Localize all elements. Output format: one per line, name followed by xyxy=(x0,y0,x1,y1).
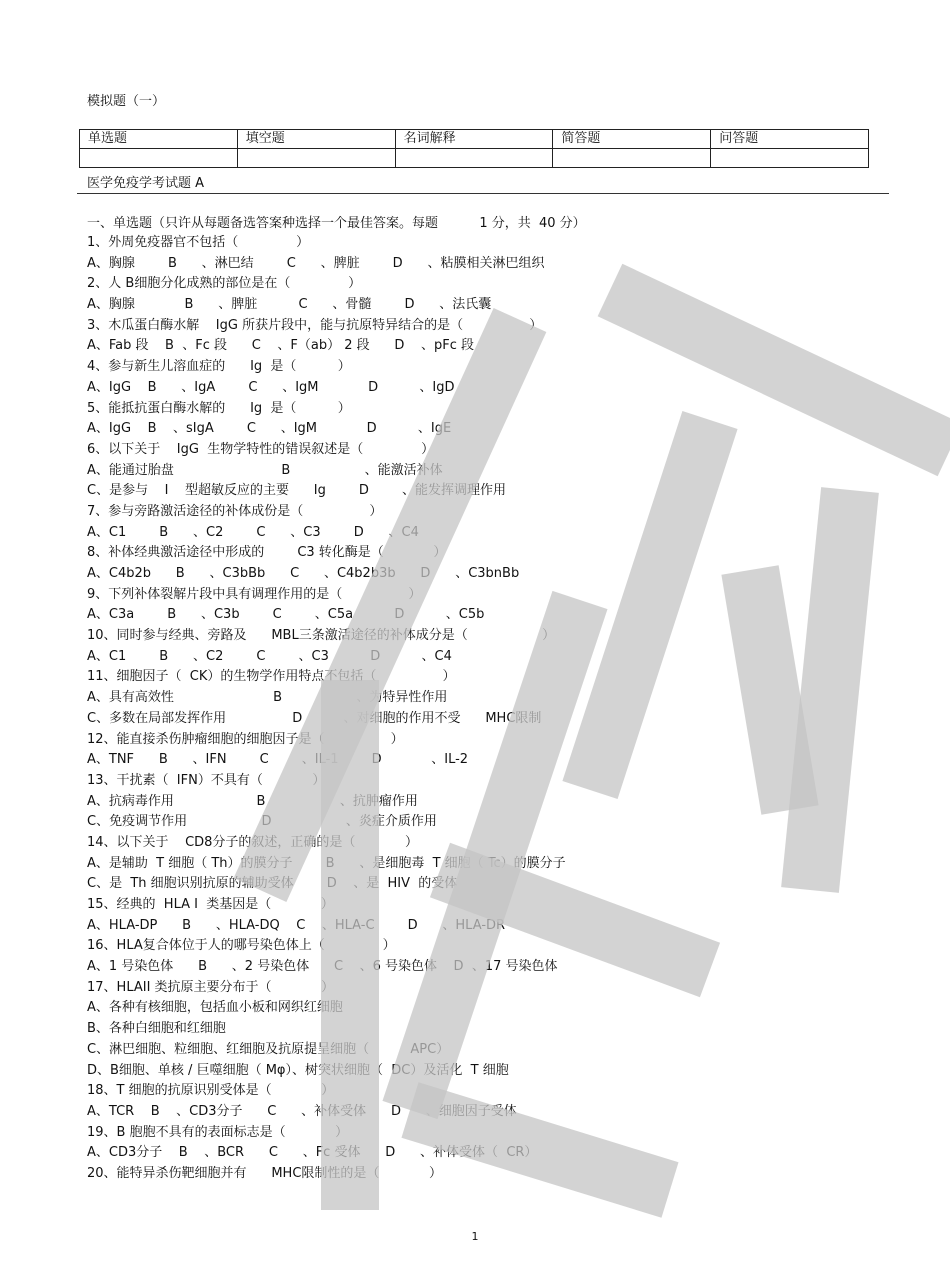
option-line: A、HLA-DP B 、HLA-DQ C 、HLA-C D 、HLA-DR xyxy=(87,917,506,933)
option-line: A、C1 B 、C2 C 、C3 D 、C4 xyxy=(87,648,452,664)
question-line: 7、参与旁路激活途径的补体成份是（ ） xyxy=(87,503,383,519)
option-line: A、C3a B 、C3b C 、C5a D 、C5b xyxy=(87,607,485,623)
question-line: 10、同时参与经典、旁路及 MBL三条激活途径的补体成分是（ ） xyxy=(87,628,556,644)
question-line: 12、能直接杀伤肿瘤细胞的细胞因子是（ ） xyxy=(87,731,404,747)
question-line: 17、HLAII 类抗原主要分布于（ ） xyxy=(87,979,335,995)
question-line: 4、参与新生儿溶血症的 Ig 是（ ） xyxy=(87,359,351,375)
page-number: 1 xyxy=(471,1230,479,1243)
exam-title: 医学免疫学考试题 A xyxy=(87,176,205,191)
score-cell xyxy=(237,149,395,168)
option-line: A、能通过胎盘 B 、能激活补体 xyxy=(87,462,443,478)
question-line: 19、B 胞胞不具有的表面标志是（ ） xyxy=(87,1124,349,1140)
score-cell xyxy=(80,149,238,168)
option-line: A、IgG B 、sIgA C 、IgM D 、IgE xyxy=(87,421,452,437)
score-col-short-answer: 简答题 xyxy=(553,130,711,149)
question-line: 5、能抵抗蛋白酶水解的 Ig 是（ ） xyxy=(87,400,351,416)
question-line: 2、人 B细胞分化成熟的部位是在（ ） xyxy=(87,276,362,292)
option-line: A、胸腺 B 、淋巴结 C 、脾脏 D 、粘膜相关淋巴组织 xyxy=(87,255,545,271)
page-title: 模拟题（一） xyxy=(87,94,166,109)
question-line: 6、以下关于 IgG 生物学特性的错误叙述是（ ） xyxy=(87,441,435,457)
score-table xyxy=(79,129,869,168)
question-line: 16、HLA复合体位于人的哪号染色体上（ ） xyxy=(87,938,396,954)
option-line: A、TCR B 、CD3分子 C 、补体受体 D 、细胞因子受体 xyxy=(87,1103,517,1119)
score-table-header-row xyxy=(80,130,869,149)
option-line: A、C1 B 、C2 C 、C3 D 、C4 xyxy=(87,524,419,540)
option-line: A、抗病毒作用 B 、抗肿瘤作用 xyxy=(87,793,418,809)
score-table-score-row xyxy=(80,149,869,168)
score-col-single-choice: 单选题 xyxy=(80,130,238,149)
question-line: 9、下列补体裂解片段中具有调理作用的是（ ） xyxy=(87,586,422,602)
score-col-essay: 问答题 xyxy=(711,130,869,149)
option-line: D、B细胞、单核 / 巨噬细胞（ Mφ）、树突状细胞（ DC）及活化 T 细胞 xyxy=(87,1062,509,1078)
question-line: 8、补体经典激活途径中形成的 C3 转化酶是（ ） xyxy=(87,545,447,561)
score-col-term-explanation: 名词解释 xyxy=(395,130,553,149)
score-cell xyxy=(711,149,869,168)
option-line: A、Fab 段 B 、Fc 段 C 、F（ab） 2 段 D 、pFc 段 xyxy=(87,338,474,354)
question-list xyxy=(87,233,877,1185)
option-line: B、各种白细胞和红细胞 xyxy=(87,1021,226,1037)
section-heading: 一、单选题（只许从每题备选答案种选择一个最佳答案。每题 1 分，共 40 分） xyxy=(87,216,586,231)
question-line: 11、细胞因子（ CK）的生物学作用特点不包括（ ） xyxy=(87,669,456,685)
question-line: 20、能特异杀伤靶细胞并有 MHC限制性的是（ ） xyxy=(87,1165,442,1181)
option-line: A、TNF B 、IFN C 、IL-1 D 、IL-2 xyxy=(87,752,469,768)
option-line: A、是辅助 T 细胞（ Th）的膜分子 B 、是细胞毒 T 细胞（ Tc）的膜分子 xyxy=(87,855,566,871)
option-line: A、具有高效性 B 、为特异性作用 xyxy=(87,690,448,706)
option-line: A、CD3分子 B 、BCR C 、Fc 受体 D 、补体受体（ CR） xyxy=(87,1145,538,1161)
option-line: C、是 Th 细胞识别抗原的辅助受体 D 、是 HIV 的受体 xyxy=(87,876,458,892)
question-line: 14、以下关于 CD8分子的叙述，正确的是（ ） xyxy=(87,834,419,850)
question-line: 18、T 细胞的抗原识别受体是（ ） xyxy=(87,1083,335,1099)
option-line: C、免疫调节作用 D 、炎症介质作用 xyxy=(87,814,437,830)
question-line: 3、木瓜蛋白酶水解 IgG 所获片段中，能与抗原特异结合的是（ ） xyxy=(87,317,543,333)
option-line: C、是参与 I 型超敏反应的主要 Ig D 、能发挥调理作用 xyxy=(87,483,506,499)
question-line: 15、经典的 HLA I 类基因是（ ） xyxy=(87,897,334,912)
option-line: C、多数在局部发挥作用 D 、对细胞的作用不受 MHC限制 xyxy=(87,710,542,726)
option-line: A、1 号染色体 B 、2 号染色体 C 、6 号染色体 D 、17 号染色体 xyxy=(87,959,558,975)
score-cell xyxy=(553,149,711,168)
option-line: C、淋巴细胞、粒细胞、红细胞及抗原提呈细胞（ APC） xyxy=(87,1041,450,1057)
option-line: A、IgG B 、IgA C 、IgM D 、IgD xyxy=(87,379,455,395)
option-line: A、C4b2b B 、C3bBb C 、C4b2b3b D 、C3bnBb xyxy=(87,566,520,581)
option-line: A、胸腺 B 、脾脏 C 、骨髓 D 、法氏囊 xyxy=(87,297,492,313)
divider xyxy=(77,193,889,194)
question-line: 13、干扰素（ IFN）不具有（ ） xyxy=(87,772,326,788)
option-line: A、各种有核细胞，包括血小板和网织红细胞 xyxy=(87,1000,343,1016)
question-line: 1、外周免疫器官不包括（ ） xyxy=(87,235,310,250)
score-col-fill-blank: 填空题 xyxy=(237,130,395,149)
score-cell xyxy=(395,149,553,168)
